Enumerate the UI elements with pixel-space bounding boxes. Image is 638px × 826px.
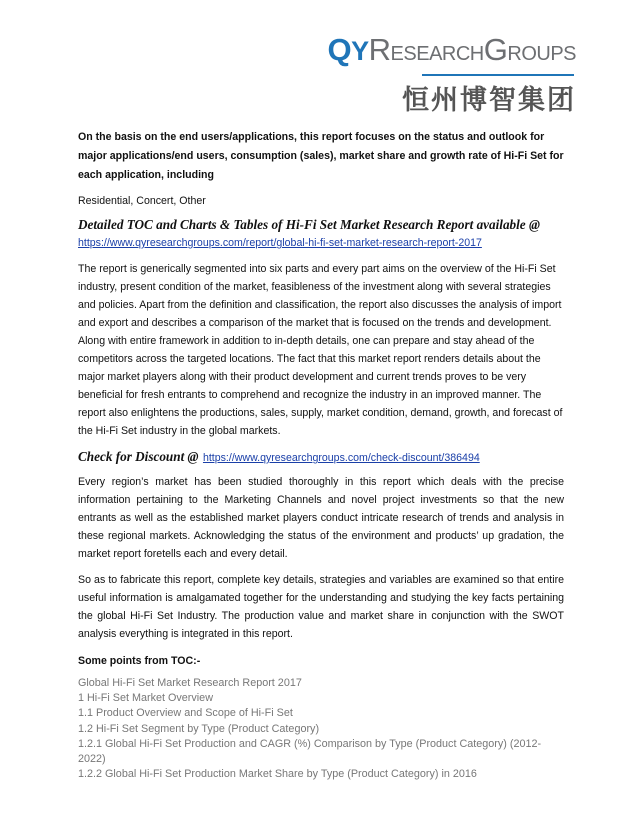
logo-underline: [422, 74, 574, 76]
discount-link[interactable]: https://www.qyresearchgroups.com/check-discount/386494: [202, 452, 480, 464]
intro-heading: On the basis on the end users/applications, this report focuses on the status and outlook for major applications/end users, consumption (sales), market share and growth rate of Hi-Fi Set for each application, including: [78, 131, 564, 181]
logo-chinese: 恒州博智集团: [402, 85, 576, 116]
company-logo: [327, 26, 576, 116]
toc-link-label: Detailed TOC and Charts & Tables of Hi-Fi Set Market Research Report available @: [78, 217, 540, 232]
applications-list: Residential, Concert, Other: [78, 195, 206, 207]
main-content: [78, 128, 564, 782]
toc-item: Global Hi-Fi Set Market Research Report 2017: [78, 677, 302, 689]
toc-heading: Some points from TOC:-: [78, 655, 201, 667]
toc-item: 1.2 Hi-Fi Set Segment by Type (Product Category): [78, 722, 320, 735]
toc-list: [78, 676, 564, 782]
report-overview-paragraph: The report is generically segmented into six parts and every part aims on the overview of the Hi-Fi Set industry, present condition of the market, feasibleness of the investment along with several strategies and policies. Apart from the definition and classification, the report also discusses the analysis of import and export and describes a comparison of the market that is focused on the trends and development. Along with entire framework in addition to in-depth details, one can prepare and stay ahead of the competitors across the targeted locations. The fact that this market report renders details about the major market players along with their product development and current trends proves to be very beneficial for fresh entrants to comprehend and recognize the industry in an improved manner. The report also enlightens the productions, sales, supply, market condition, demand, growth, and forecast of the Hi-Fi Set industry in the global markets.: [78, 263, 563, 437]
toc-item: 1.1 Product Overview and Scope of Hi-Fi Set: [78, 707, 293, 720]
toc-link-block: [78, 216, 564, 252]
key-details-paragraph: So as to fabricate this report, complete key details, strategies and variables are examined so that entire useful information is amalgamated together for the understanding and studying the key facts pertaining the global Hi-Fi Set Industry. The production value and market share in conjunction with the SWOT analysis everything is integrated in this report.: [78, 574, 564, 640]
toc-item: 1.2.1 Global Hi-Fi Set Production and CAGR (%) Comparison by Type (Product Category) (2012-2022): [78, 737, 542, 766]
logo-english: QYRESEARCHGROUPS: [327, 32, 576, 67]
toc-item: 1.2.2 Global Hi-Fi Set Production Market Share by Type (Product Category) in 2016: [78, 768, 477, 781]
discount-block: [78, 448, 564, 467]
toc-item: 1 Hi-Fi Set Market Overview: [78, 692, 213, 705]
toc-report-link[interactable]: https://www.qyresearchgroups.com/report/global-hi-fi-set-market-research-report-2017: [78, 237, 482, 249]
discount-label: Check for Discount @: [78, 449, 199, 464]
regional-markets-paragraph: Every region’s market has been studied thoroughly in this report which deals with the precise information pertaining to the Marketing Channels and novel project investments so that the new entrants as well as the established market players conduct intricate research of trends and analysis in these regional markets. Acknowledging the status of the environment and products’ up gradation, the market report foretells each and every detail.: [78, 476, 564, 560]
